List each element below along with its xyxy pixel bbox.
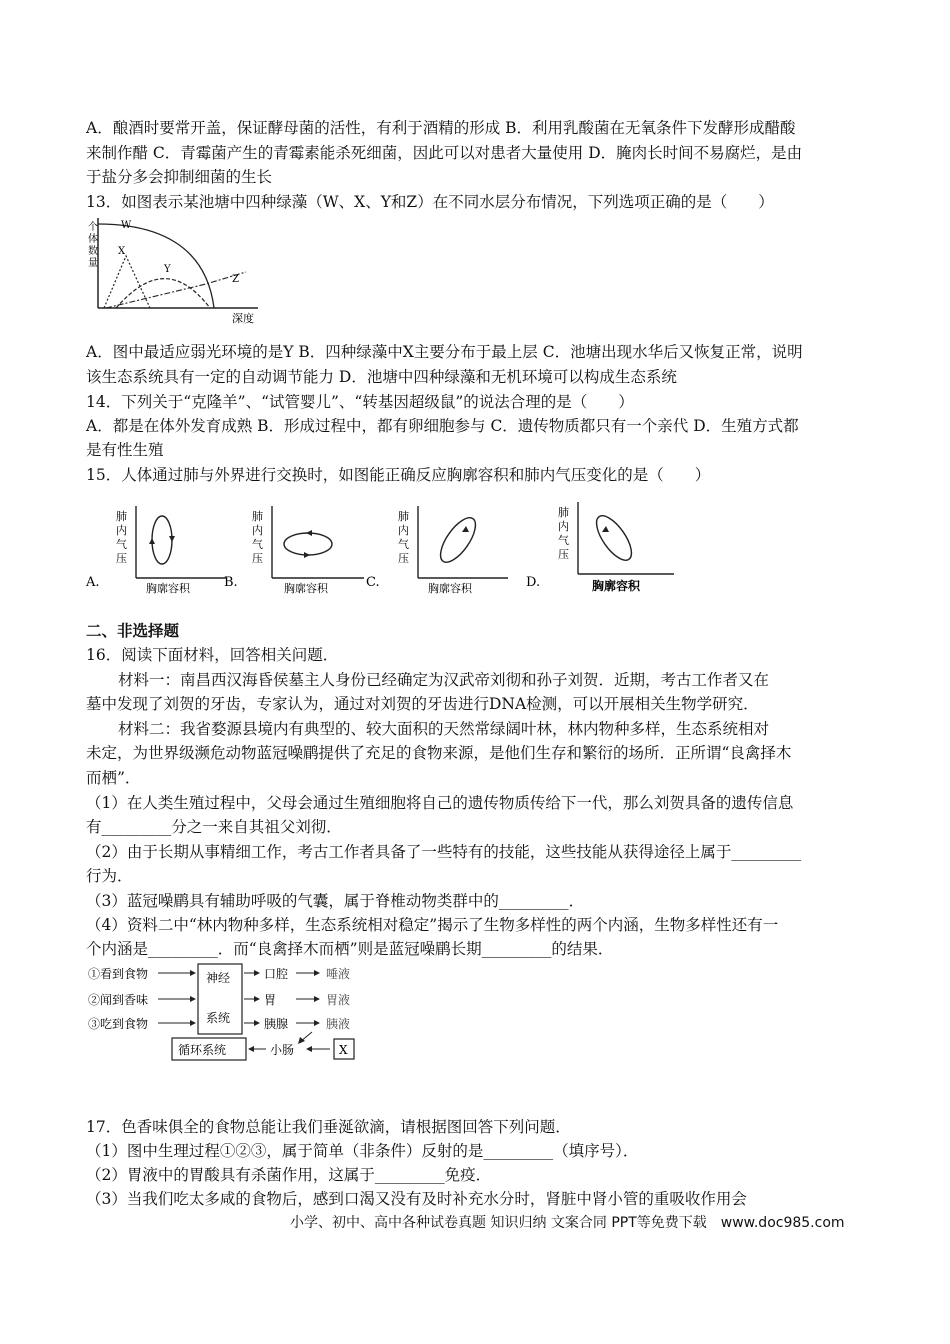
q15-b-ylabel-2: 内 — [252, 524, 263, 537]
q16-part1b: 有_________分之一来自其祖父刘彻． — [86, 818, 342, 836]
q15-d-xlabel: 胸廓容积 — [592, 579, 641, 593]
q15-option-b-label: B. — [224, 575, 238, 590]
q17-part3: （3）当我们吃太多咸的食物后，感到口渴又没有及时补充水分时，肾脏中肾小管的重吸收作用会 — [86, 1190, 747, 1208]
section-2-heading: 二、非选择题 — [86, 622, 180, 640]
q15-option-a-label: A. — [86, 575, 100, 590]
q14-line-1: A．都是在体外发育成熟 B．形成过程中，都有卵细胞参与 C．遗传物质都只有一个亲代 D．生殖方式都 — [86, 417, 799, 435]
q13-xlabel: 深度 — [232, 312, 254, 325]
q15-a-ylabel-2: 内 — [116, 524, 127, 537]
q17-part2: （2）胃液中的胃酸具有杀菌作用，这属于_________免疫． — [86, 1166, 492, 1184]
organ-pancreas: 胰腺 — [264, 1017, 289, 1031]
q13-stem: 13．如图表示某池塘中四种绿藻（W、X、Y和Z）在不同水层分布情况，下列选项正确的是（ ） — [86, 193, 774, 211]
diagram-row-2: ②闻到香味 — [88, 993, 149, 1007]
q14-stem: 14．下列关于“克隆羊”、“试管婴儿”、“转基因超级鼠”的说法合理的是（ ） — [86, 393, 634, 411]
nervous-system-label-1: 神经 — [206, 971, 231, 985]
q16-part2a: （2）由于长期从事精细工作，考古工作者具备了一些特有的技能，这些技能从获得途径上属于_________ — [86, 843, 802, 861]
curve-z — [106, 272, 246, 308]
circulatory-system-label: 循环系统 — [178, 1043, 227, 1057]
q15-c-ylabel-2: 内 — [398, 524, 409, 537]
diagram-row-1: ①看到食物 — [88, 967, 149, 981]
nervous-system-label-2: 系统 — [206, 1011, 231, 1025]
q13-line-2: 该生态系统具有一定的自动调节能力 D．池塘中四种绿藻和无机环境可以构成生态系统 — [86, 368, 677, 386]
q15-option-c — [366, 500, 516, 596]
q16-part3: （3）蓝冠噪鹛具有辅助呼吸的气囊，属于脊椎动物类群中的_________． — [86, 892, 585, 910]
q15-d-ylabel-4: 压 — [558, 548, 569, 561]
q14-line-2: 是有性生殖 — [86, 441, 164, 459]
label-y: Y — [164, 264, 171, 275]
q15-a-ylabel-1: 肺 — [116, 510, 127, 523]
q15-d-ylabel-1: 肺 — [558, 506, 569, 519]
q16-material-1b: 墓中发现了刘贺的牙齿，专家认为，通过对刘贺的牙齿进行DNA检测，可以开展相关生物学研究． — [86, 695, 759, 713]
curve-y — [116, 279, 210, 308]
q15-b-ylabel-1: 肺 — [252, 510, 263, 523]
q15-a-ylabel-4: 压 — [116, 552, 127, 565]
label-w: W — [121, 220, 132, 231]
q13-ylabel-1: 个 — [88, 222, 98, 233]
juice-saliva: 唾液 — [326, 967, 351, 981]
q15-c-xlabel: 胸廓容积 — [428, 582, 472, 595]
q15-option-a — [86, 500, 236, 596]
q15-d-ylabel-2: 内 — [558, 520, 569, 533]
label-x: X — [118, 246, 126, 257]
q13-distribution-graph — [86, 214, 266, 326]
q16-part4b: 个内涵是_________．而“良禽择木而栖”则是蓝冠噪鹛长期_________的结果． — [86, 940, 614, 958]
label-z: Z — [232, 274, 239, 285]
q17-stem: 17．色香味俱全的食物总能让我们垂涎欲滴，请根据图回答下列问题． — [86, 1118, 571, 1136]
q16-part2b: 行为． — [86, 867, 133, 885]
q12-line-1: A．酿酒时要常开盖，保证酵母菌的活性，有利于酒精的形成 B．利用乳酸菌在无氧条件下发酵形成醋酸 — [86, 119, 796, 137]
q15-option-d-label: D. — [526, 575, 541, 590]
q15-d-ylabel-3: 气 — [558, 534, 569, 547]
q15-c-ylabel-3: 气 — [398, 538, 409, 551]
q16-material-2a: 材料二：我省婺源县境内有典型的、较大面积的天然常绿阔叶林，林内物种多样，生态系统相对 — [118, 720, 770, 738]
juice-gastric: 胃液 — [326, 993, 351, 1007]
q16-part1a: （1）在人类生殖过程中，父母会通过生殖细胞将自己的遗传物质传给下一代，那么刘贺具备的遗传信息 — [86, 794, 794, 812]
juice-pancreatic: 胰液 — [326, 1017, 351, 1031]
q15-c-ylabel-4: 压 — [398, 552, 409, 565]
curve-x — [104, 256, 150, 308]
q12-line-2: 来制作醋 C．青霉菌产生的青霉素能杀死细菌，因此可以对患者大量使用 D．腌肉长时间不易腐烂，是由 — [86, 144, 803, 162]
q15-b-ylabel-4: 压 — [252, 552, 263, 565]
q16-stem: 16．阅读下面材料，回答相关问题． — [86, 646, 339, 664]
q13-ylabel-3: 数 — [88, 246, 98, 257]
unknown-x-label: X — [339, 1043, 348, 1057]
diagram-row-3: ③吃到食物 — [88, 1017, 149, 1031]
q15-b-xlabel: 胸廓容积 — [284, 582, 328, 595]
q16-material-1a: 材料一：南昌西汉海昏侯墓主人身份已经确定为汉武帝刘彻和孙子刘贺．近期，考古工作者又在 — [118, 671, 770, 689]
q15-c-ylabel-1: 肺 — [398, 510, 409, 523]
q13-ylabel-2: 体 — [88, 234, 98, 245]
q13-line-1: A．图中最适应弱光环境的是Y B．四种绿藻中X主要分布于最上层 C．池塘出现水华后又恢复正常，说明 — [86, 343, 803, 361]
q15-a-ylabel-3: 气 — [116, 538, 127, 551]
organ-stomach: 胃 — [264, 993, 277, 1007]
q16-material-2c: 而栖”． — [86, 769, 141, 787]
q12-line-3: 于盐分多会抑制细菌的生长 — [86, 168, 273, 186]
q17-part1: （1）图中生理过程①②③，属于简单（非条件）反射的是_________（填序号）． — [86, 1142, 639, 1160]
small-intestine-label: 小肠 — [270, 1043, 295, 1057]
q15-stem: 15．人体通过肺与外界进行交换时，如图能正确反应胸廓容积和肺内气压变化的是（ ） — [86, 466, 711, 484]
page-footer: 小学、初中、高中各种试卷真题 知识归纳 文案合同 PPT等免费下载 www.doc985.com — [290, 1215, 845, 1231]
organ-mouth: 口腔 — [264, 967, 289, 981]
curve-w — [98, 224, 214, 308]
q15-a-xlabel: 胸廓容积 — [146, 582, 190, 595]
q16-material-2b: 未定，为世界级濒危动物蓝冠噪鹛提供了充足的食物来源，是他们生存和繁衍的场所．正所谓“良禽择木 — [86, 744, 792, 762]
q13-ylabel-4: 量 — [88, 258, 98, 269]
q15-option-c-label: C. — [366, 575, 380, 590]
digestion-diagram — [86, 962, 376, 1098]
q15-option-b — [224, 500, 374, 596]
q16-part4a: （4）资料二中“林内物种多样，生态系统相对稳定”揭示了生物多样性的两个内涵，生物多样性还有一 — [86, 916, 779, 934]
q15-option-d — [526, 500, 686, 596]
q15-b-ylabel-3: 气 — [252, 538, 263, 551]
